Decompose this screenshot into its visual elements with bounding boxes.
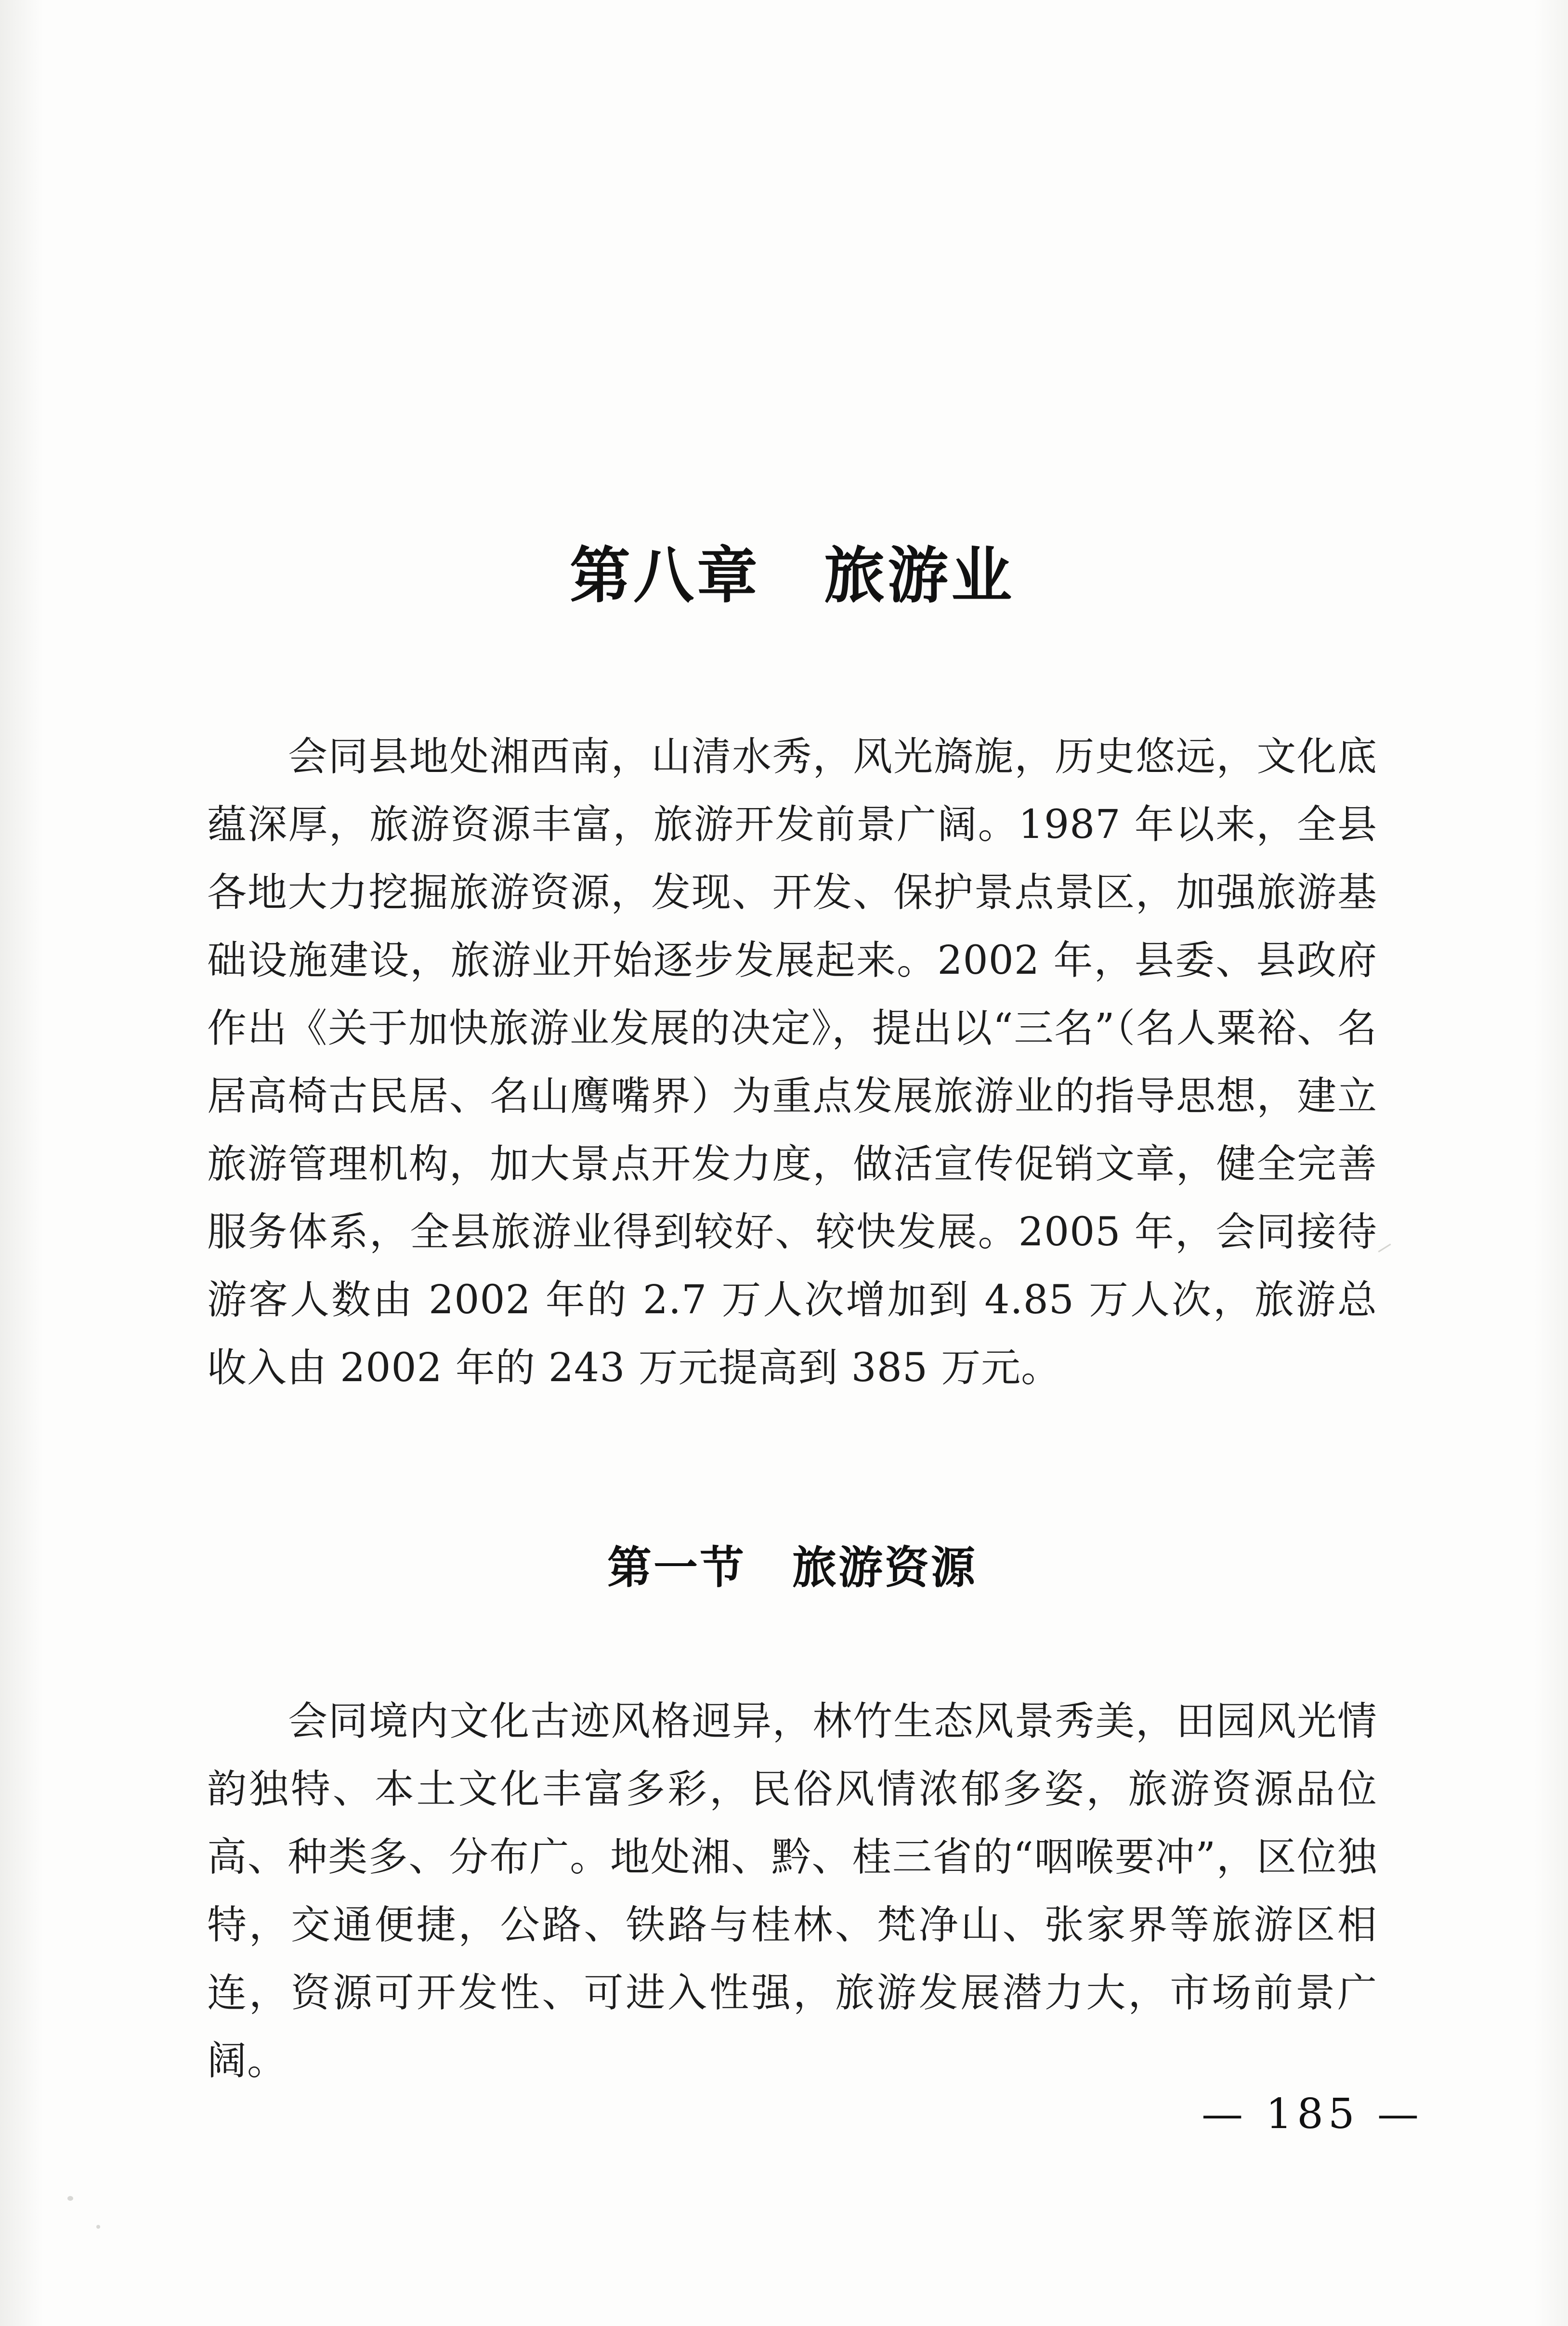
- scan-speck: [67, 2196, 73, 2201]
- page-content: [207, 0, 1377, 2134]
- chapter-title: 第八章 旅游业: [570, 540, 1015, 611]
- page-left-edge-shadow: [0, 0, 43, 2326]
- scan-mark: [1378, 1243, 1391, 1252]
- page-number: — 185 —: [1202, 2090, 1424, 2138]
- page-right-edge-shadow: [1534, 0, 1568, 2326]
- scan-speck: [96, 2225, 100, 2229]
- section-paragraph: 会同境内文化古迹风格迥异，林竹生态风景秀美，田园风光情韵独特、本土文化丰富多彩，民俗风情浓郁多姿，旅游资源品位高、种类多、分布广。地处湘、黔、桂三省的“咽喉要冲”，区位独特，交通便捷，公路、铁路与桂林、梵净山、张家界等旅游区相连，资源可开发性、可进入性强，旅游发展潜力大，市场前景广阔。: [207, 1698, 1377, 2084]
- section-title: 第一节 旅游资源: [607, 1542, 977, 1594]
- chapter-intro-paragraph: 会同县地处湘西南，山清水秀，风光旖旎，历史悠远，文化底蕴深厚，旅游资源丰富，旅游开发前景广阔。1987 年以来，全县各地大力挖掘旅游资源，发现、开发、保护景点景区，加强旅游基础设施建设，旅游业开始逐步发展起来。2002 年，县委、县政府作出《关于加快旅游业发展的决定》，提出以“三名”（名人粟裕、名居高椅古民居、名山鹰嘴界）为重点发展旅游业的指导思想，建立旅游管理机构，加大景点开发力度，做活宣传促销文章，健全完善服务体系，全县旅游业得到较好、较快发展。2005 年，会同接待游客人数由 2002 年的 2.7 万人次增加到 4.85 万人次，旅游总收入由 2002 年的 243 万元提高到 385 万元。: [207, 734, 1377, 1391]
